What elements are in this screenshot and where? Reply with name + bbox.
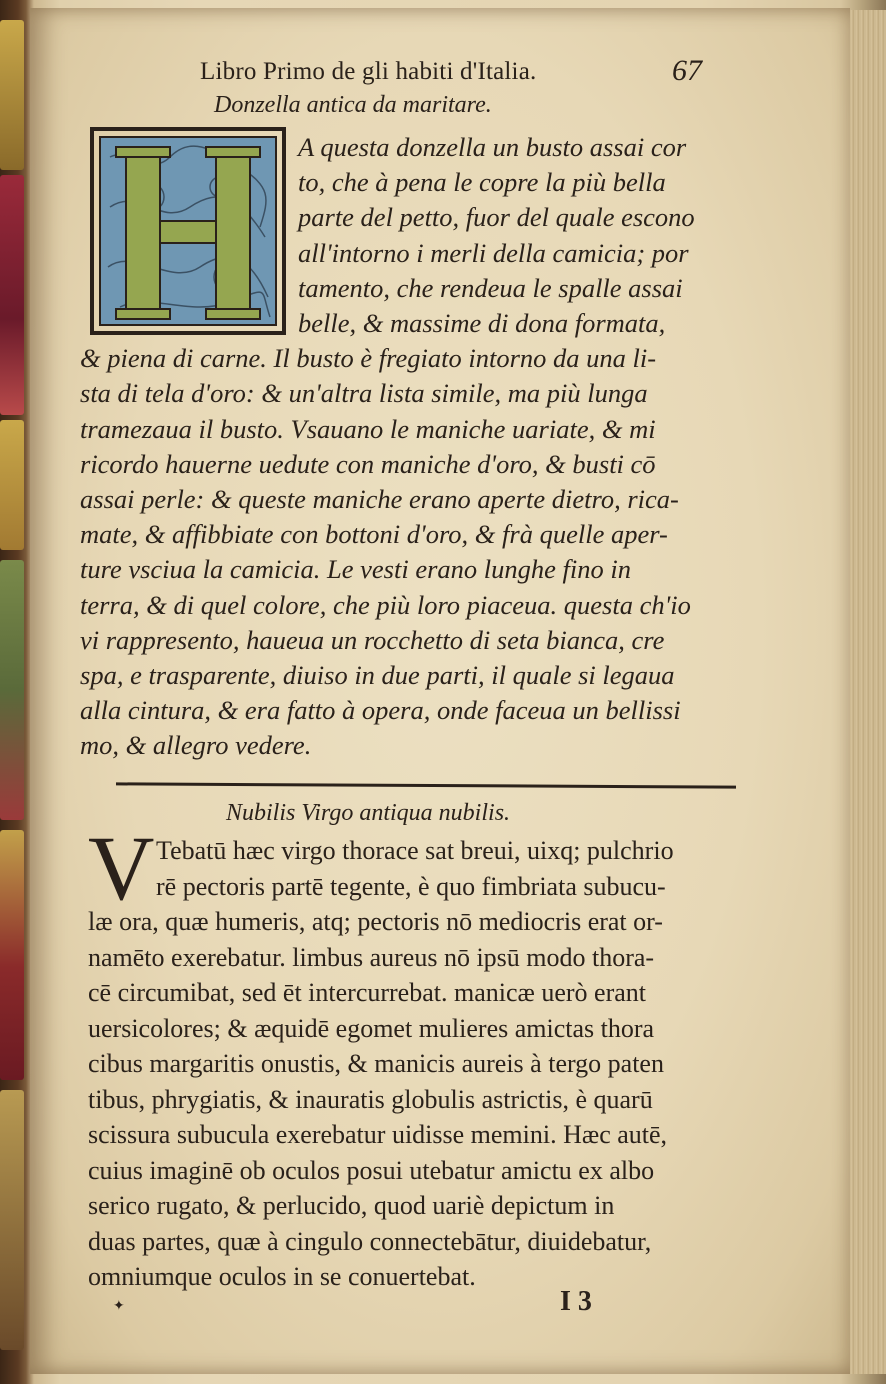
italian-line: belle, & massime di dona formata, [298, 308, 666, 338]
running-title: Libro Primo de gli habiti d'Italia. [200, 58, 537, 85]
latin-line: duas partes, quæ à cingulo connectebātur, diuidebatur, [88, 1226, 652, 1256]
printer-ornament-icon: ✦ [113, 1299, 125, 1314]
italian-line: ture vsciua la camicia. Le vesti erano lunghe fino in [80, 554, 632, 585]
latin-line: Tebatū hæc virgo thorace sat breui, uixq; pulchrio [156, 836, 674, 865]
italian-line: tramezaua il busto. Vsauano le maniche uariate, & mi [80, 413, 656, 444]
latin-line: omniumque oculos in se conuertebat. [88, 1262, 476, 1291]
italian-line: tamento, che rendeua le spalle assai [298, 272, 683, 303]
italian-line: A questa donzella un busto assai cor [298, 132, 687, 162]
italian-section-title: Donzella antica da maritare. [214, 92, 492, 118]
italian-line: to, che à pena le copre la più bella [298, 167, 666, 198]
italian-line: vi rappresento, haueua un rocchetto di seta bianca, cre [80, 624, 665, 655]
italian-line: alla cintura, & era fatto à opera, onde faceua un bellissi [80, 695, 681, 726]
italian-line: mate, & affibbiate con bottoni d'oro, & frà quelle aper- [80, 519, 668, 550]
latin-line: cibus margaritis onustis, & manicis aureis à tergo paten [88, 1049, 664, 1078]
italian-line: & piena di carne. Il busto è fregiato intorno da una li- [80, 343, 657, 374]
latin-line: namēto exerebatur. limbus aureus nō ipsū modo thora- [88, 942, 655, 972]
facing-page-fragment [0, 0, 30, 1384]
latin-line: cē circumibat, sed ēt intercurrebat. manicæ uerò erant [88, 978, 647, 1007]
italian-line: parte del petto, fuor del quale escono [298, 202, 695, 233]
signature-mark: I 3 [560, 1286, 592, 1317]
latin-line: rē pectoris partē tegente, è quo fimbriata subucu- [156, 871, 666, 901]
italian-line: assai perle: & queste maniche erano aperte dietro, rica- [80, 484, 679, 514]
italian-line: mo, & allegro vedere. [80, 730, 312, 761]
drop-cap-v: V [88, 817, 155, 919]
italian-line: sta di tela d'oro: & un'altra lista simile, ma più lunga [80, 378, 648, 409]
latin-section-title: Nubilis Virgo antiqua nubilis. [226, 800, 511, 826]
latin-line: scissura subucula exerebatur uidisse memini. Hæc autē, [88, 1120, 668, 1149]
latin-line: serico rugato, & perlucido, quod uariè depictum in [88, 1191, 615, 1220]
italian-line: spa, e trasparente, diuiso in due parti, il quale si legaua [80, 660, 675, 690]
latin-line: uersicolores; & æquidē egomet mulieres amictas thora [88, 1013, 655, 1043]
fore-edge [850, 10, 886, 1374]
folio-number: 67 [672, 54, 702, 87]
italian-line: ricordo hauerne uedute con maniche d'oro, & busti cō [80, 448, 656, 479]
italian-line: terra, & di quel colore, che più loro piaceua. questa ch'io [80, 589, 691, 620]
italian-line: all'intorno i merli della camicia; por [298, 237, 689, 268]
latin-line: tibus, phrygiatis, & inauratis globulis astrictis, è quarū [88, 1084, 653, 1114]
decorated-initial-h [90, 127, 286, 335]
latin-line: cuius imaginē ob oculos posui utebatur amictu ex albo [88, 1155, 655, 1185]
latin-line: læ ora, quæ humeris, atq; pectoris nō mediocris erat or- [88, 907, 663, 936]
